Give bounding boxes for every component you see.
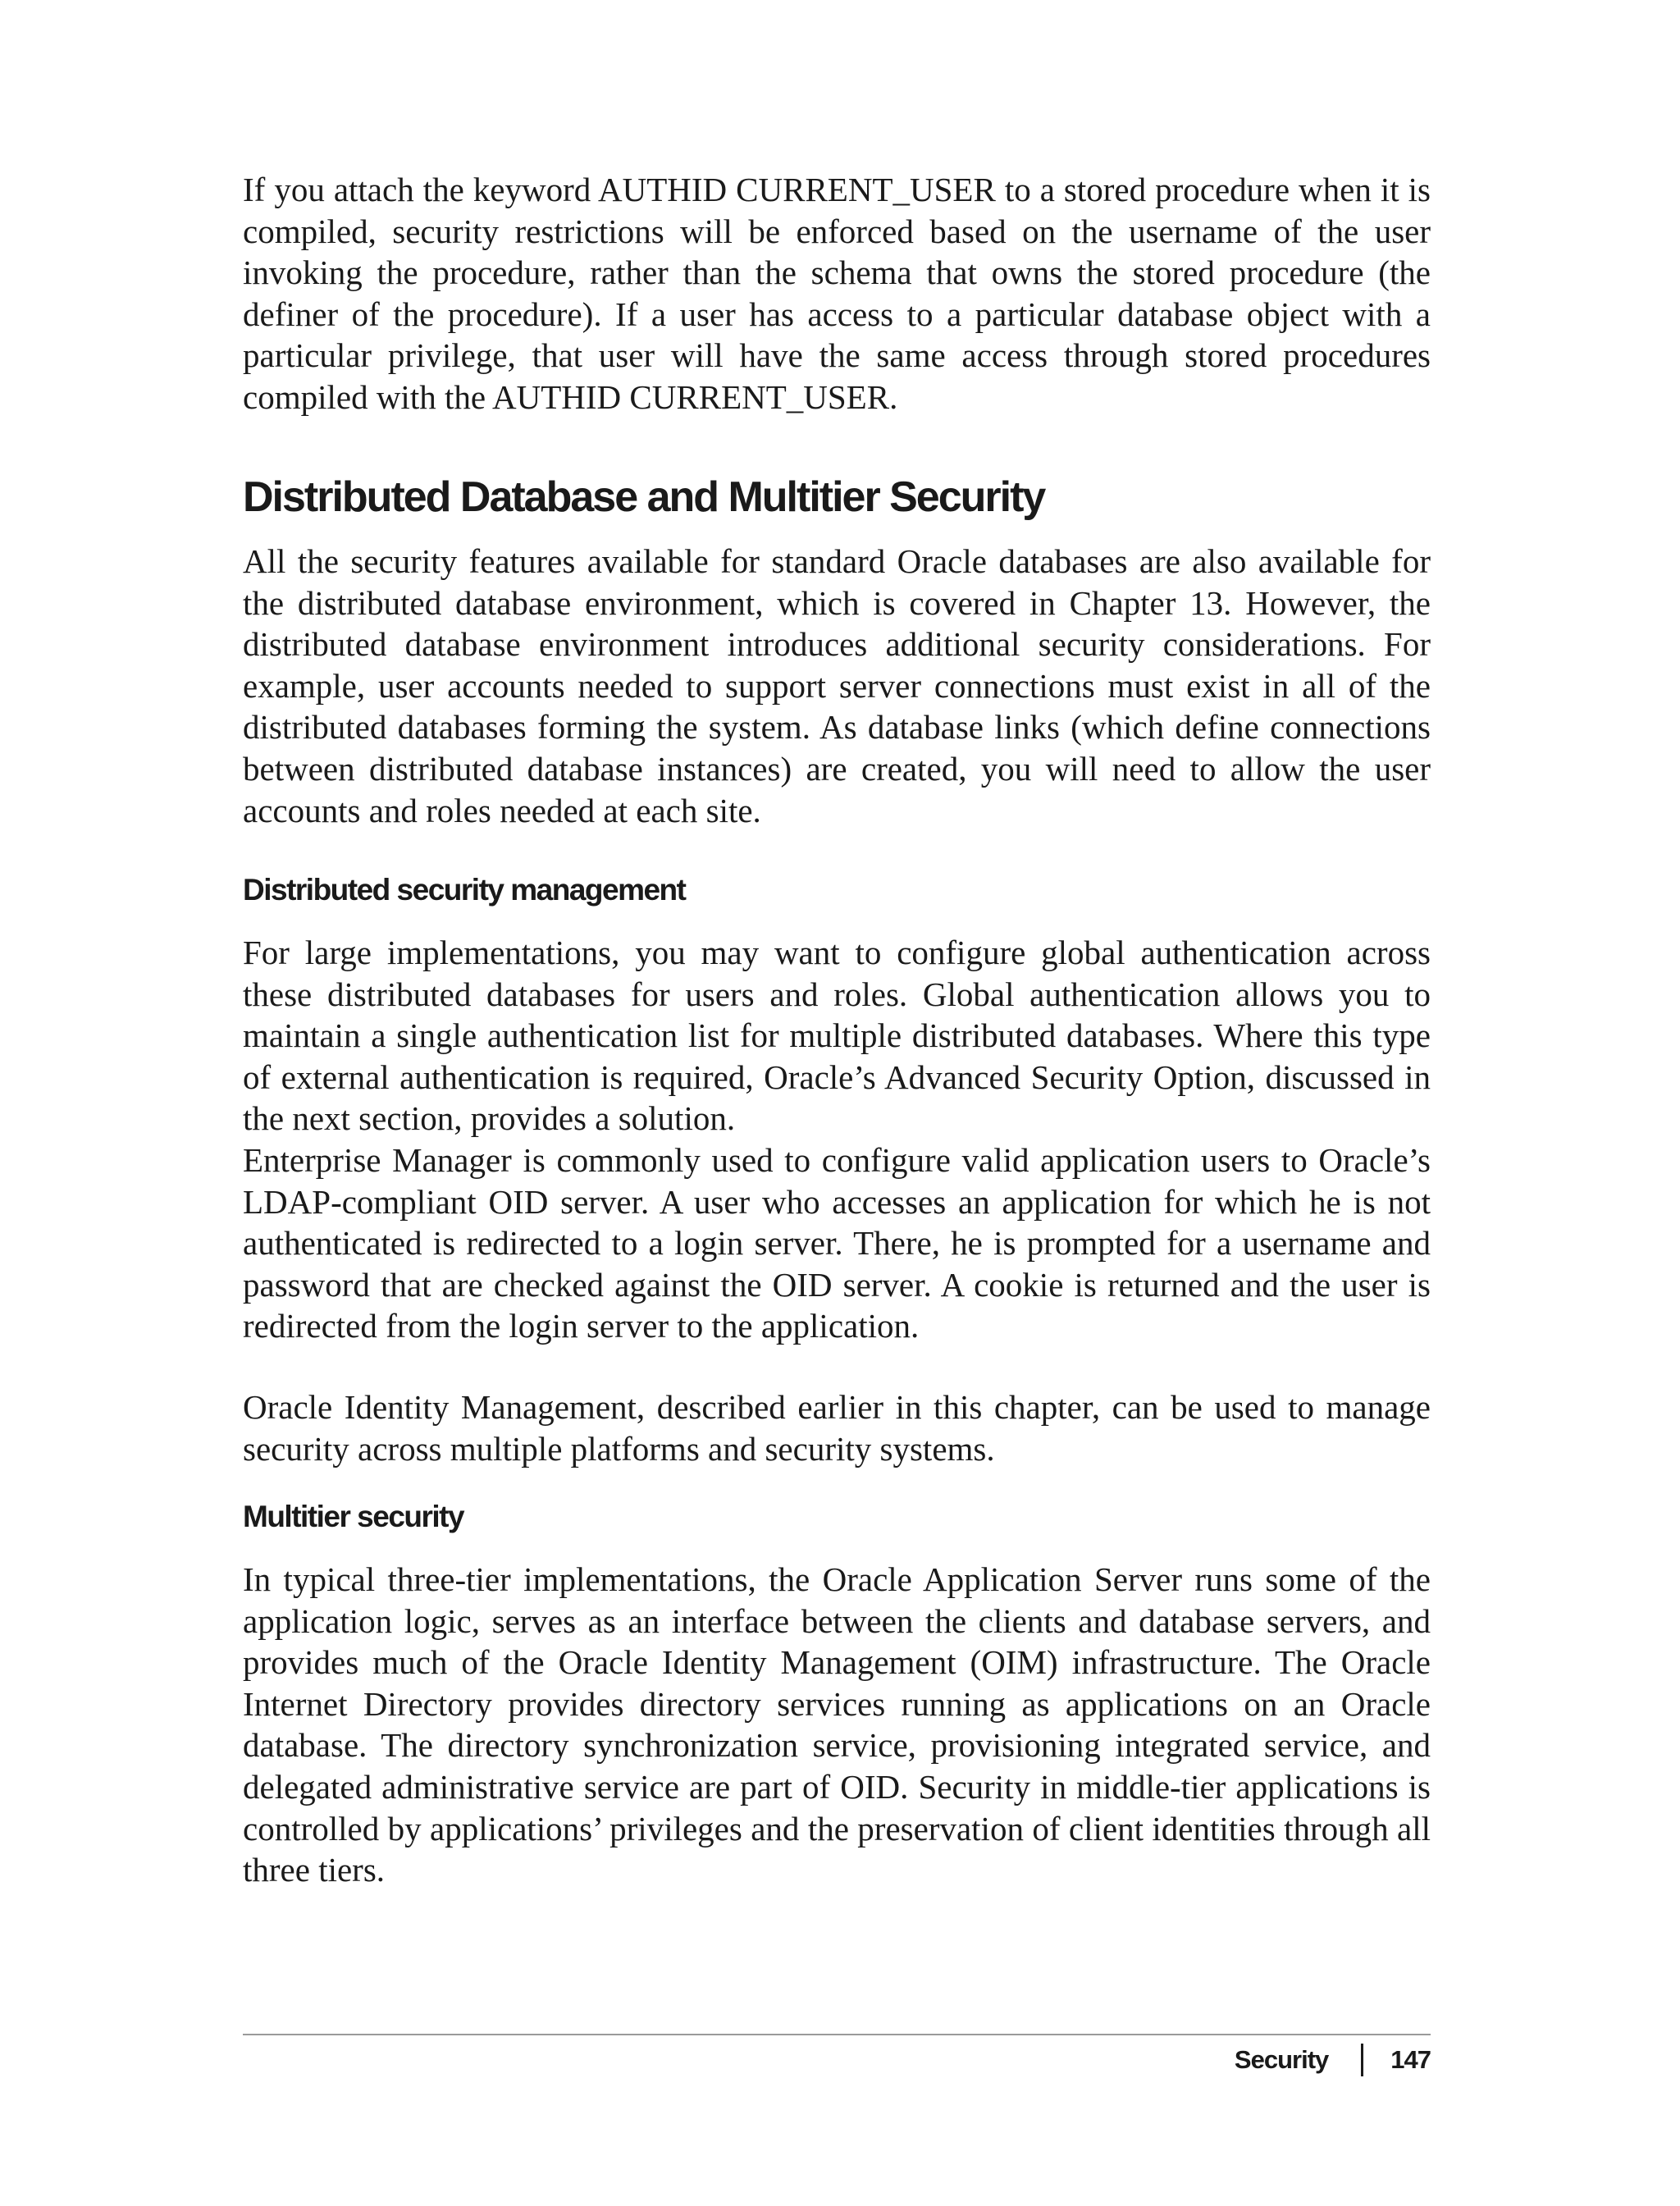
footer-section-name: Security <box>1234 2045 1329 2074</box>
subheading-distributed-security-management: Distributed security management <box>243 873 686 907</box>
page-footer <box>1235 2044 1431 2076</box>
dsm-paragraph-3-block <box>243 1386 1431 1469</box>
footer-separator <box>1361 2044 1363 2076</box>
subheading-multitier-security: Multitier security <box>243 1500 464 1533</box>
page-number: 147 <box>1390 2045 1431 2074</box>
multitier-paragraph: In typical three-tier implementations, the Oracle Application Server runs some of the application logic, serves as an interface between the clients and database servers, and provides much of the Oracle Identity Management (OIM) infrastructure. The Oracle Internet Directory provides directory services running as applications on an Oracle database. The directory synchronization service, provisioning integrated service, and delegated administrative service are part of OID. Security in middle-tier applications is controlled by applications’ privileges and the preservation of client identities through all three tiers. <box>243 1560 1431 1889</box>
intro-paragraph-block <box>243 169 1431 418</box>
dsm-paragraph-2: Enterprise Manager is commonly used to configure valid application users to Oracle’s LDAP-compliant OID server. A user who accesses an application for which he is not authenticated is redirected to a login server. There, he is prompted for a username and password that are checked against the OID server. A cookie is returned and the user is redirected from the login server to the application. <box>243 1141 1431 1345</box>
distributed-overview-paragraph: All the security features available for standard Oracle databases are also available for the distributed database environment, which is covered in Chapter 13. However, the distributed database environment introduces additional security considerations. For example, user accounts needed to support server connections must exist in all of the distributed databases forming the system. As database links (which define connections between distributed database instances) are created, you will need to allow the user accounts and roles needed at each site. <box>243 542 1431 829</box>
dsm-paragraph-1: For large implementations, you may want to configure global authentication across these distributed databases for users and roles. Global authentication allows you to maintain a single authentication list for multiple distributed databases. Where this type of external authentication is required, Oracle’s Advanced Security Option, discussed in the next section, provides a solution. <box>243 934 1431 1138</box>
dsm-paragraph-3: Oracle Identity Management, described earlier in this chapter, can be used to manage security across multiple platforms and security systems. <box>243 1388 1431 1468</box>
dsm-paragraph-2-block <box>243 1140 1431 1347</box>
footer-rule <box>243 2034 1431 2035</box>
multitier-paragraph-block <box>243 1559 1431 1891</box>
dsm-paragraph-1-block <box>243 932 1431 1140</box>
intro-paragraph: If you attach the keyword AUTHID CURRENT_USER to a stored procedure when it is compiled, security restrictions will be enforced based on the username of the user invoking the procedure, rather than the schema that owns the stored procedure (the definer of the procedure). If a user has access to a particular database object with a particular privilege, that user will have the same access through stored procedures compiled with the AUTHID CURRENT_USER. <box>243 171 1431 416</box>
section-heading: Distributed Database and Multitier Security <box>243 473 1045 521</box>
distributed-overview-block <box>243 541 1431 831</box>
